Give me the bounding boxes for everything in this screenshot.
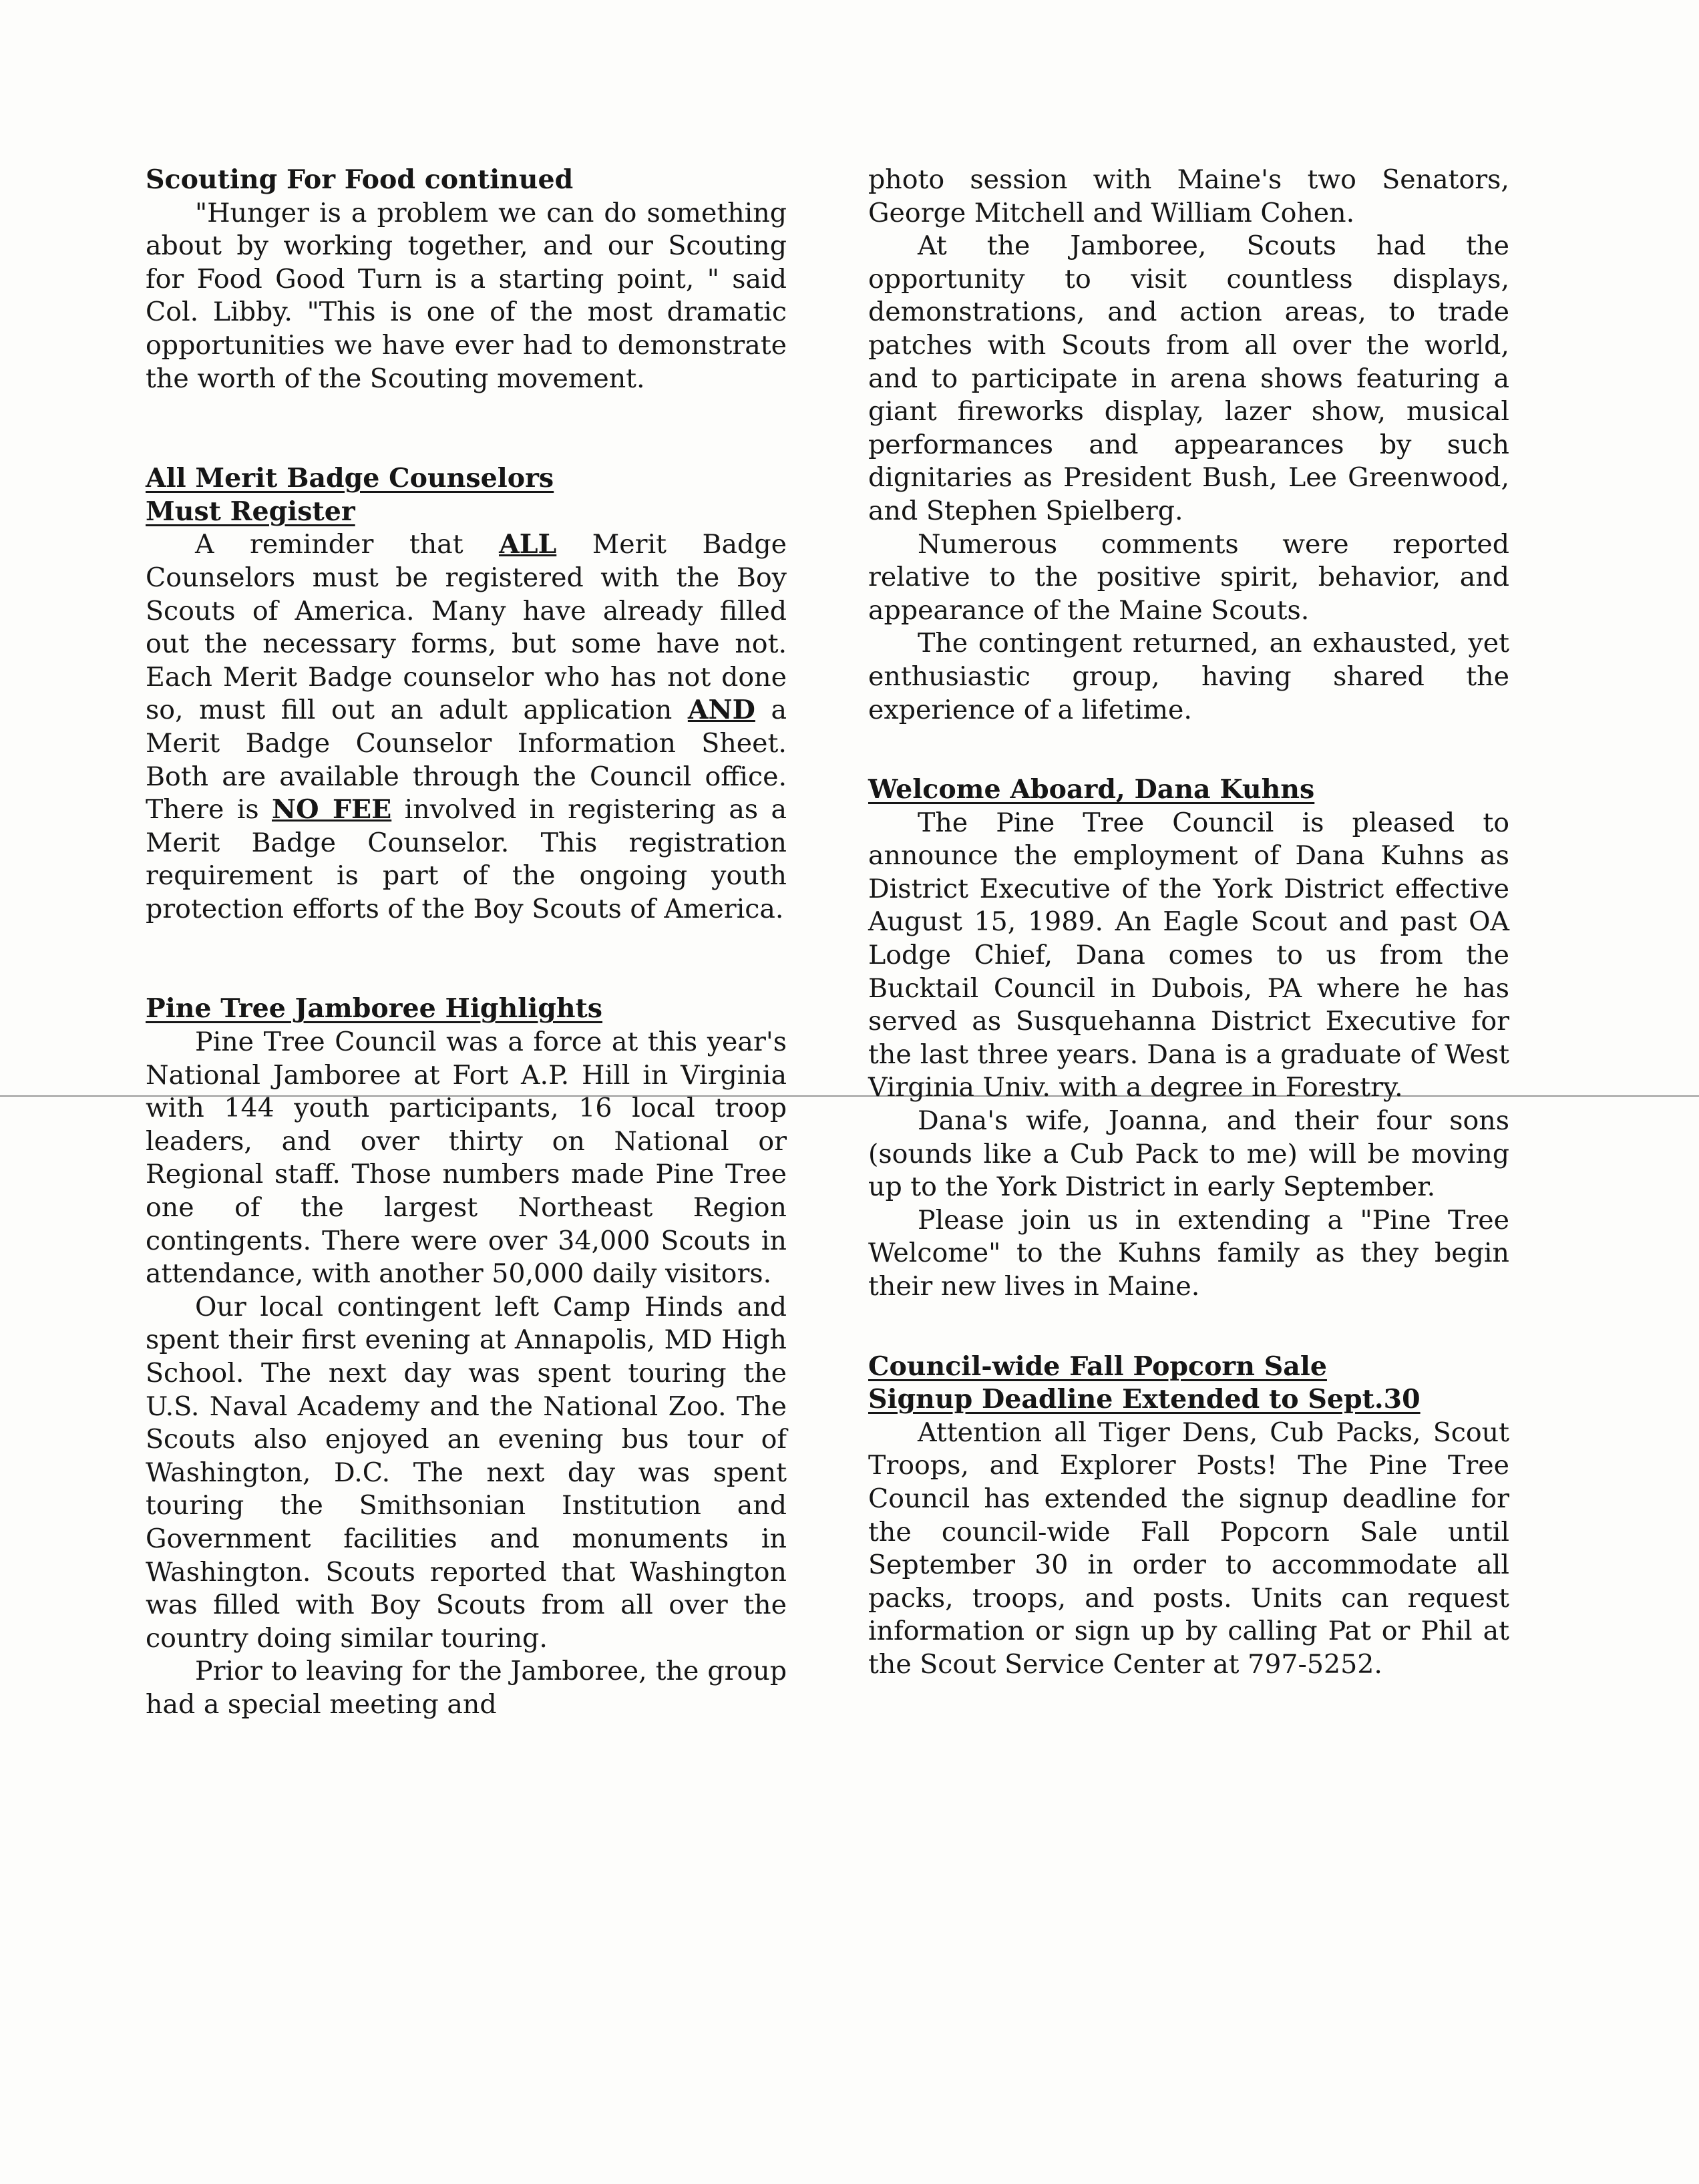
welcome-paragraph-1: The Pine Tree Council is pleased to announce the employment of Dana Kuhns as District Executive of the York District effective August 15, 1989. An Eagle Scout and past OA Lodge Chief, Dana comes to us from the Bucktail Council in Dubois, PA where he has served as Susquehanna District Executive for the last three years. Dana is a graduate of West Virginia Univ. with a degree in Forestry. (868, 807, 1509, 1103)
jamboree-continued-paragraph-1: photo session with Maine's two Senators, George Mitchell and William Cohen. (868, 164, 1509, 228)
jamboree-continued-paragraph-2: At the Jamboree, Scouts had the opportunity to visit countless displays, demonstrations, and action areas, to trade patches with Scouts from all over the world, and to participate in arena shows featuring a giant fireworks display, lazer show, musical performances and appearances by such dignitaries as President Bush, Lee Greenwood, and Stephen Spielberg. (868, 230, 1509, 526)
scouting-for-food-paragraph: "Hunger is a problem we can do something about by working together, and our Scouting for Food Good Turn is a starting point, " said Col. Libby. "This is one of the most dramatic opportunities we have ever had to demonstrate the worth of the Scouting movement. (146, 197, 787, 394)
merit-badge-heading-line1: All Merit Badge Counselors (146, 463, 554, 494)
left-column (146, 164, 787, 1722)
emphasis-no-fee: NO FEE (271, 794, 392, 826)
merit-badge-paragraph: A reminder that ALL Merit Badge Counselors must be registered with the Boy Scouts of America. Many have already filled out the necessary forms, but some have not. Each Merit Badge counselor who has not done so, must fill out an adult application AND a Merit Badge Counselor Information Sheet. Both are available through the Council office. There is NO FEE involved in registering as a Merit Badge Counselor. This registration requirement is part of the ongoing youth protection efforts of the Boy Scouts of America. (146, 529, 787, 924)
popcorn-heading-line2: Signup Deadline Extended to Sept.30 (868, 1384, 1421, 1415)
welcome-paragraph-3: Please join us in extending a "Pine Tree Welcome" to the Kuhns family as they begin their new lives in Maine. (868, 1204, 1509, 1302)
popcorn-heading-line1: Council-wide Fall Popcorn Sale (868, 1350, 1327, 1382)
scouting-for-food-heading: Scouting For Food continued (146, 164, 574, 195)
welcome-heading: Welcome Aboard, Dana Kuhns (868, 774, 1315, 805)
popcorn-paragraph: Attention all Tiger Dens, Cub Packs, Scout Troops, and Explorer Posts! The Pine Tree Council has extended the signup deadline for the council-wide Fall Popcorn Sale until September 30 in order to accommodate all packs, troops, and posts. Units can request information or sign up by calling Pat or Phil at the Scout Service Center at 797-5252. (868, 1417, 1509, 1680)
emphasis-and: AND (687, 695, 755, 726)
jamboree-continued-paragraph-3: Numerous comments were reported relative to the positive spirit, behavior, and appearance of the Maine Scouts. (868, 528, 1509, 626)
jamboree-heading: Pine Tree Jamboree Highlights (146, 993, 603, 1025)
jamboree-paragraph-1: Pine Tree Council was a force at this year's National Jamboree at Fort A.P. Hill in Virginia with 144 youth participants, 16 local troop leaders, and over thirty on National or Regional staff. Those numbers made Pine Tree one of the largest Northeast Region contingents. There were over 34,000 Scouts in attendance, with another 50,000 daily visitors. (146, 1027, 787, 1290)
jamboree-paragraph-2: Our local contingent left Camp Hinds and spent their first evening at Annapolis, MD High School. The next day was spent touring the U.S. Naval Academy and the National Zoo. The Scouts also enjoyed an evening bus tour of Washington, D.C. The next day was spent touring the Smithsonian Institution and Government facilities and monuments in Washington. Scouts reported that Washington was filled with Boy Scouts from all over the country doing similar touring. (146, 1291, 787, 1654)
emphasis-all: ALL (499, 529, 557, 560)
jamboree-paragraph-3: Prior to leaving for the Jamboree, the group had a special meeting and (146, 1656, 787, 1720)
merit-badge-heading-line2: Must Register (146, 496, 355, 527)
right-column (868, 164, 1509, 1682)
jamboree-continued-paragraph-4: The contingent returned, an exhausted, yet enthusiastic group, having shared the experience of a lifetime. (868, 628, 1509, 725)
welcome-paragraph-2: Dana's wife, Joanna, and their four sons (sounds like a Cub Pack to me) will be moving up to the York District in early September. (868, 1105, 1509, 1203)
